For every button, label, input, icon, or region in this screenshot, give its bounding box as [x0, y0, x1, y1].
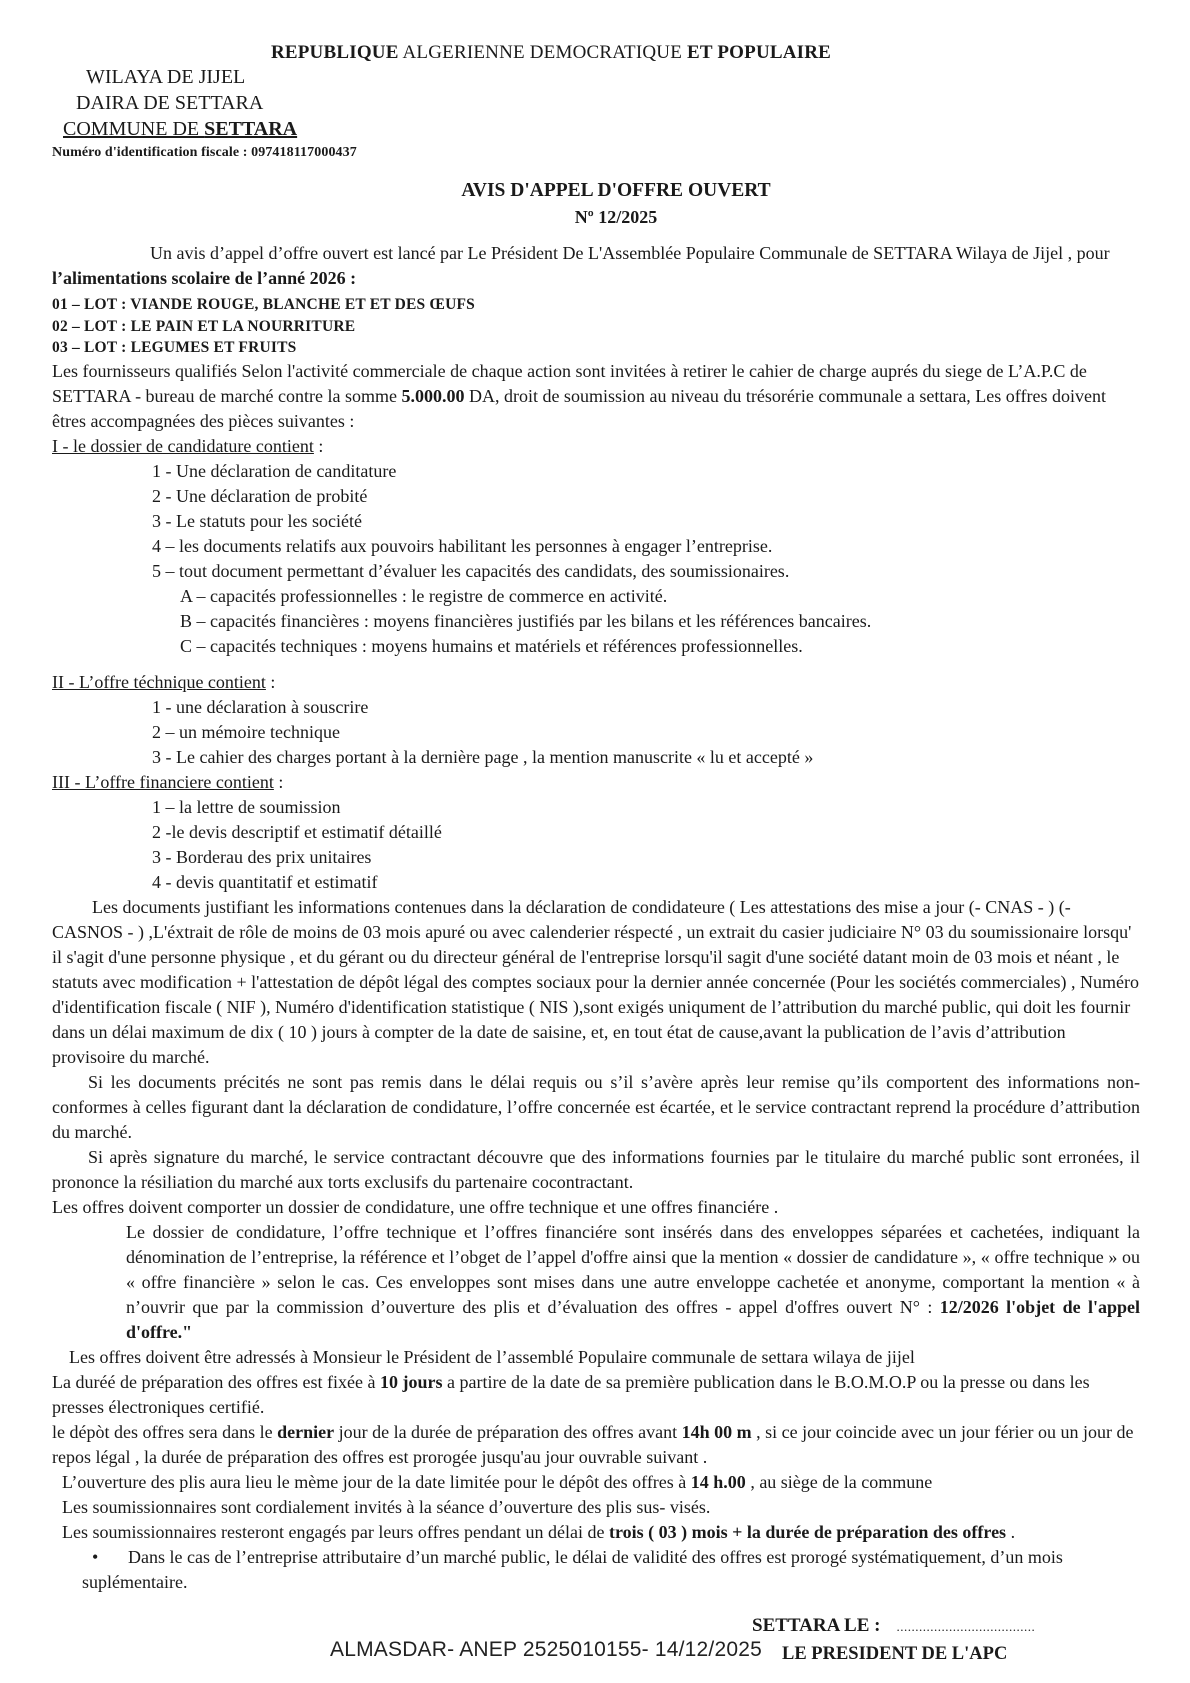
opening-text-1: L’ouverture des plis aura lieu le mème jour de la date limitée pour le dépôt des offres à: [62, 1471, 691, 1492]
section-2-list: [152, 695, 1140, 770]
opening-text-2: , au siège de la commune: [745, 1471, 933, 1492]
deposit-paragraph: [52, 1420, 1140, 1470]
suppliers-text-2: DA, droit de soumission au niveau du trésorérie communale a settara, Les offres doivent êtres accompagnées des pièces suivantes :: [52, 385, 1106, 431]
signature-place-label: SETTARA LE :: [752, 1614, 881, 1636]
section-2-heading: [52, 670, 1140, 695]
supporting-documents-paragraph: Les documents justifiant les informations contenues dans la déclaration de condidateure ( Les attestations des mise a jour (- CNAS - ) (-CASNOS - ) ,L'éxtrait de rôle de moins de 03 mois apuré ou avec calenderier réspecté , un extrait du casier judiciaire N° 03 du soumissionaire lorsqu' il s'agit d'une personne physique , et du gérant ou du directeur général de l'entreprise lorsqu'il sagit d'une société datant moin de 03 mois et néant , le statuts avec modification + l'attestation de dépôt légal des comptes sociaux pour la dernier année concernée (Pour les sociétés commerciales) , Numéro d'identification fiscale ( NIF ), Numéro d'identification statistique ( NIS ),sont exigés uniqument de l’attribution du marché public, qui doit les fournir dans un délai maximum de dix ( 10 ) jours à compter de la date de saisine, et, en tout état de cause,avant la publication de l’avis d’attribution provisoire du marché.: [52, 896, 1140, 1067]
suppliers-paragraph: [52, 359, 1140, 434]
invitation-line: Les soumissionnaires sont cordialement invités à la séance d’ouverture des plis sus- visés.: [62, 1496, 711, 1517]
commune-name: SETTARA: [204, 118, 298, 140]
republic-header-line: [52, 42, 1050, 64]
list-item: 2 -le devis descriptif et estimatif détaillé: [152, 821, 442, 842]
deposit-time-bold: 14h 00 m: [681, 1421, 752, 1442]
list-item: 1 – la lettre de soumission: [152, 796, 341, 817]
deposit-text-2: jour de la durée de préparation des offres avant: [334, 1421, 682, 1442]
list-item: B – capacités financières : moyens financières justifiés par les bilans et les références bancaires.: [180, 610, 872, 631]
list-item: 1 - Une déclaration de canditature: [152, 460, 397, 481]
list-item: 2 - Une déclaration de probité: [152, 485, 368, 506]
deposit-text-3: , si ce jour coincide avec un jour férier ou un jour de repos légal , la durée de préparation des offres est prorogée jusqu'au jour ouvrable suivant .: [52, 1421, 1134, 1467]
lot-line-2: 02 – LOT : LE PAIN ET LA NOURRITURE: [52, 317, 356, 335]
rejection-paragraph: Si les documents précités ne sont pas remis dans le délai requis ou s’il s’avère après leur remise qu’ils comportent des informations non-conformes à celles figurant dant la déclaration de condidature, l’offre concernée est écartée, et le service contractant reprend la procédure d’attribution du marché.: [52, 1071, 1140, 1142]
list-item: 5 – tout document permettant d’évaluer les capacités des candidats, des soumissionaires.: [152, 560, 790, 581]
signature-block: [752, 1615, 1140, 1665]
publication-footer: ALMASDAR- ANEP 2525010155- 14/12/2025: [330, 1638, 762, 1661]
validity-bullet-item: [82, 1545, 1140, 1595]
lot-list: [52, 294, 1140, 359]
republic-header-regular: ALGERIENNE DEMOCRATIQUE: [398, 42, 687, 63]
section-1-sublist: [180, 584, 1140, 659]
section-3-list: [152, 795, 1140, 895]
commitment-text-1: Les soumissionnaires resteront engagés par leurs offres pendant un délai de: [62, 1521, 610, 1542]
republic-header-bold-start: REPUBLIQUE: [270, 42, 399, 63]
section-1-heading-text: I - le dossier de candidature contient: [52, 435, 314, 456]
signature-date-line: [752, 1615, 1140, 1637]
deposit-last-day-bold: dernier: [277, 1421, 335, 1442]
fiscal-id-line: Numéro d'identification fiscale : 097418117000437: [52, 145, 357, 160]
notice-number: Nº 12/2025: [574, 207, 658, 227]
opening-time-bold: 14 h.00: [690, 1471, 746, 1492]
intro-paragraph: [52, 241, 1140, 291]
list-item: 3 - Le statuts pour les société: [152, 510, 362, 531]
lot-line-3: 03 – LOT : LEGUMES ET FRUITS: [52, 339, 297, 356]
list-item: 4 – les documents relatifs aux pouvoirs habilitant les personnes à engager l’entreprise.: [152, 535, 773, 556]
commitment-text-2: .: [1006, 1521, 1016, 1542]
suppliers-text-1: Les fournisseurs qualifiés Selon l'activité commerciale de chaque action sont invitées à retirer le cahier de charge auprés du siege de L’A.P.C de SETTARA - bureau de marché contre la somme: [52, 360, 1087, 406]
post-signature-paragraph: Si après signature du marché, le service contractant découvre que des informations fournies par le titulaire du marché public sont erronées, il prononce la résiliation du marché aux torts exclusifs du partenaire cocontractant.: [52, 1146, 1140, 1192]
section-3-heading-colon: :: [273, 771, 284, 792]
intro-text: Un avis d’appel d’offre ouvert est lancé par Le Président De L'Assemblée Populaire Communale de SETTARA Wilaya de Jijel , pour: [150, 243, 1110, 263]
opening-paragraph: [62, 1470, 1140, 1495]
commune-line: [63, 116, 1140, 142]
list-item: 3 - Borderau des prix unitaires: [152, 846, 372, 867]
wilaya-line: WILAYA DE JIJEL: [86, 66, 246, 88]
section-2-heading-text: II - L’offre téchnique contient: [52, 671, 266, 692]
intro-object-bold: l’alimentations scolaire de l’anné 2026 :: [52, 268, 357, 288]
list-item: 2 – un mémoire technique: [152, 721, 340, 742]
commune-prefix: COMMUNE DE: [63, 118, 205, 140]
list-item: 3 - Le cahier des charges portant à la dernière page , la mention manuscrite « lu et accepté »: [152, 746, 814, 767]
deposit-text-1: le dépòt des offres sera dans le: [52, 1421, 278, 1442]
signature-dotted-line: .....................................: [896, 1618, 1036, 1634]
commitment-delay-bold: trois ( 03 ) mois + la durée de préparation des offres: [609, 1521, 1007, 1542]
envelopes-paragraph: [126, 1220, 1140, 1345]
preparation-duration-paragraph: [52, 1370, 1140, 1420]
notice-title: AVIS D'APPEL D'OFFRE OUVERT: [461, 180, 771, 201]
section-1-heading-colon: :: [313, 435, 324, 456]
duration-text-1: La duréé de préparation des offres est fixée à: [52, 1371, 381, 1392]
lot-line-1: 01 – LOT : VIANDE ROUGE, BLANCHE ET ET DES ŒUFS: [52, 296, 475, 313]
list-item: A – capacités professionnelles : le registre de commerce en activité.: [180, 585, 668, 606]
validity-bullet-text: Dans le cas de l’entreprise attributaire d’un marché public, le délai de validité des offres est prorogé systématiquement, d’un mois suplémentaire.: [82, 1546, 1063, 1592]
fee-amount: 5.000.00: [401, 385, 465, 406]
bullet-icon: [82, 1545, 128, 1570]
president-title-line: LE PRESIDENT DE L'APC: [782, 1643, 1008, 1664]
duration-text-2: a partire de la date de sa première publication dans le B.O.M.O.P ou la presse ou dans les presses électroniques certifié.: [52, 1371, 1090, 1417]
envelopes-text: Le dossier de condidature, l’offre technique et l’offres financiére sont insérés dans des enveloppes séparées et cachetées, indiquant la dénomination de l’entreprise, la référence et l’obget de l’appel d'offre ainsi que la mention « dossier de candidature », « offre technique » ou « offre financière » selon le cas. Ces enveloppes sont mises dans une autre enveloppe cachetée et anonyme, comportant la mention « à n’ouvrir que par la commission d’ouverture des plis et d’évaluation des offres - appel d'offres ouvert N° :: [126, 1221, 1140, 1317]
section-3-heading-text: III - L’offre financiere contient: [52, 771, 274, 792]
list-item: C – capacités techniques : moyens humains et matériels et références professionnelles.: [180, 635, 803, 656]
commitment-paragraph: [62, 1520, 1140, 1545]
list-item: 4 - devis quantitatif et estimatif: [152, 871, 378, 892]
envelopes-reference-bold: 12/2026 l'objet de l'appel d'offre.": [126, 1296, 1140, 1342]
offers-composition-line: Les offres doivent comporter un dossier de condidature, une offre technique et une offres financiére .: [52, 1196, 779, 1217]
list-item: 1 - une déclaration à souscrire: [152, 696, 369, 717]
section-1-list: [152, 459, 1140, 584]
daira-line: DAIRA DE SETTARA: [76, 92, 264, 114]
duration-days-bold: 10 jours: [380, 1371, 443, 1392]
section-2-heading-colon: :: [265, 671, 276, 692]
republic-header-bold-end: ET POPULAIRE: [687, 42, 832, 63]
section-1-heading: [52, 434, 1140, 459]
section-3-heading: [52, 770, 1140, 795]
commune-underlined: [63, 118, 297, 140]
address-line: Les offres doivent être adressés à Monsieur le Président de l’assemblé Populaire communale de settara wilaya de jijel: [69, 1346, 915, 1367]
